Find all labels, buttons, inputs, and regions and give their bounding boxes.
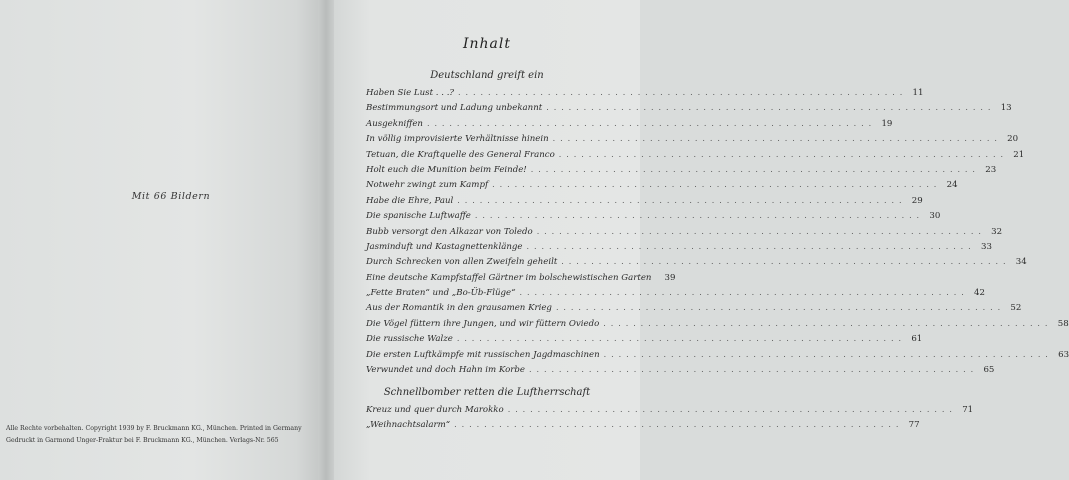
toc-title: Inhalt <box>462 36 511 52</box>
toc-entry <box>366 318 1069 334</box>
dot-leader <box>508 405 953 414</box>
toc-entry <box>366 180 958 195</box>
toc-entry-page: 65 <box>983 365 995 376</box>
toc-section-1-list <box>366 88 1069 380</box>
toc-entry-title: „Weihnachtsalarm“ <box>366 420 451 431</box>
dot-leader <box>492 180 937 189</box>
toc-section-heading-1: Deutschland greift ein <box>430 70 544 81</box>
toc-entry-page: 71 <box>962 405 974 415</box>
toc-entry-title: Holt euch die Munition beim Feinde! <box>366 164 527 175</box>
toc-entry-title: Eine deutsche Kampfstaffel Gärtner im bolschewistischen Garten <box>366 272 652 283</box>
toc-entry-title: Die russische Walze <box>366 334 453 345</box>
toc-entry-page: 24 <box>946 180 958 191</box>
toc-entry-page: 23 <box>985 164 997 175</box>
toc-entry-title: Durch Schrecken von allen Zweifeln geheilt <box>366 257 558 268</box>
toc-entry <box>366 349 1069 365</box>
toc-entry-page: 34 <box>1015 257 1027 268</box>
toc-entry <box>366 420 920 435</box>
toc-entry-page: 19 <box>881 118 893 129</box>
toc-entry-page: 63 <box>1058 349 1069 360</box>
toc-entry <box>366 211 941 226</box>
dot-leader <box>559 150 1004 159</box>
toc-entry <box>366 272 676 288</box>
illustrations-note: Mit 66 Bildern <box>131 191 211 202</box>
toc-entry-page: 33 <box>980 241 992 252</box>
dot-leader <box>527 242 972 251</box>
toc-entry-page: 11 <box>912 88 924 98</box>
toc-entry-title: Haben Sie Lust . . .? <box>366 88 455 98</box>
toc-entry <box>366 118 893 134</box>
toc-entry <box>366 134 1019 149</box>
dot-leader <box>454 420 899 429</box>
dot-leader <box>546 103 991 112</box>
toc-entry-page: 39 <box>664 272 676 283</box>
toc-entry-title: „Fette Braten“ und „Bo-Üb-Flüge“ <box>366 288 516 299</box>
dot-leader <box>427 119 872 128</box>
toc-entry <box>366 365 995 380</box>
imprint <box>6 423 318 447</box>
dot-leader <box>457 334 902 343</box>
imprint-printer-line: Gedruckt in Garmond Unger-Fraktur bei F. Bruckmann KG., München. Verlags-Nr. 565 <box>6 437 279 444</box>
toc-entry-title: Die ersten Luftkämpfe mit russischen Jagdmaschinen <box>366 349 600 360</box>
toc-entry-page: 52 <box>1010 303 1022 314</box>
toc-entry-title: Verwundet und doch Hahn im Korbe <box>366 365 525 376</box>
left-page <box>0 0 322 480</box>
toc-entry-page: 32 <box>991 226 1003 237</box>
dot-leader <box>603 319 1048 328</box>
toc-entry-title: Jasminduft und Kastagnettenklänge <box>366 241 523 252</box>
dot-leader <box>457 196 902 205</box>
toc-entry-title: Bestimmungsort und Ladung unbekannt <box>366 103 543 114</box>
toc-entry <box>366 303 1022 318</box>
toc-entry-title: Notwehr zwingt zum Kampf <box>366 180 489 191</box>
toc-entry-page: 61 <box>911 334 923 345</box>
toc-entry-title: Habe die Ehre, Paul <box>366 195 454 206</box>
toc-entry <box>366 405 974 420</box>
dot-leader <box>475 211 920 220</box>
toc-entry <box>366 257 1027 272</box>
toc-entry-title: In völlig improvisierte Verhältnisse hinein <box>366 134 549 145</box>
toc-entry-title: Tetuan, die Kraftquelle des General Franco <box>366 149 555 160</box>
right-page <box>334 0 1069 480</box>
toc-entry-title: Bubb versorgt den Alkazar von Toledo <box>366 226 533 237</box>
toc-section-2-list <box>366 405 974 436</box>
dot-leader <box>561 257 1006 266</box>
toc-entry-page: 42 <box>974 288 985 299</box>
toc-entry <box>366 149 1025 165</box>
toc-entry <box>366 88 924 103</box>
toc-entry <box>366 334 923 349</box>
toc-entry-title: Kreuz und quer durch Marokko <box>366 405 504 415</box>
toc-entry-page: 20 <box>1007 134 1019 145</box>
toc-entry-title: Aus der Romantik in den grausamen Krieg <box>366 303 552 314</box>
dot-leader <box>458 88 903 97</box>
toc-entry-title: Die spanische Luftwaffe <box>366 211 471 222</box>
dot-leader <box>520 288 965 297</box>
toc-entry <box>366 226 1003 242</box>
toc-entry-page: 13 <box>1000 103 1012 114</box>
toc-entry-page: 29 <box>911 195 923 206</box>
toc-entry-page: 21 <box>1013 149 1025 160</box>
dot-leader <box>531 165 976 174</box>
dot-leader <box>529 365 974 374</box>
toc-entry-title: Die Vögel füttern ihre Jungen, und wir füttern Oviedo <box>366 318 600 329</box>
toc-entry <box>366 288 985 303</box>
toc-entry <box>366 103 1012 118</box>
toc-entry <box>366 164 997 180</box>
toc-entry-page: 58 <box>1057 318 1069 329</box>
toc-entry-page: 30 <box>929 211 941 222</box>
toc-entry-title: Ausgekniffen <box>366 118 423 129</box>
dot-leader <box>553 134 998 143</box>
toc-entry <box>366 195 923 211</box>
dot-leader <box>604 350 1049 359</box>
dot-leader <box>556 303 1001 312</box>
toc-entry <box>366 241 992 257</box>
toc-entry-page: 77 <box>908 420 920 431</box>
imprint-copyright-line: Alle Rechte vorbehalten. Copyright 1939 by F. Bruckmann KG., München. Printed in Germany <box>6 425 302 432</box>
dot-leader <box>537 227 982 236</box>
toc-section-heading-2: Schnellbomber retten die Luftherrschaft <box>383 387 591 398</box>
